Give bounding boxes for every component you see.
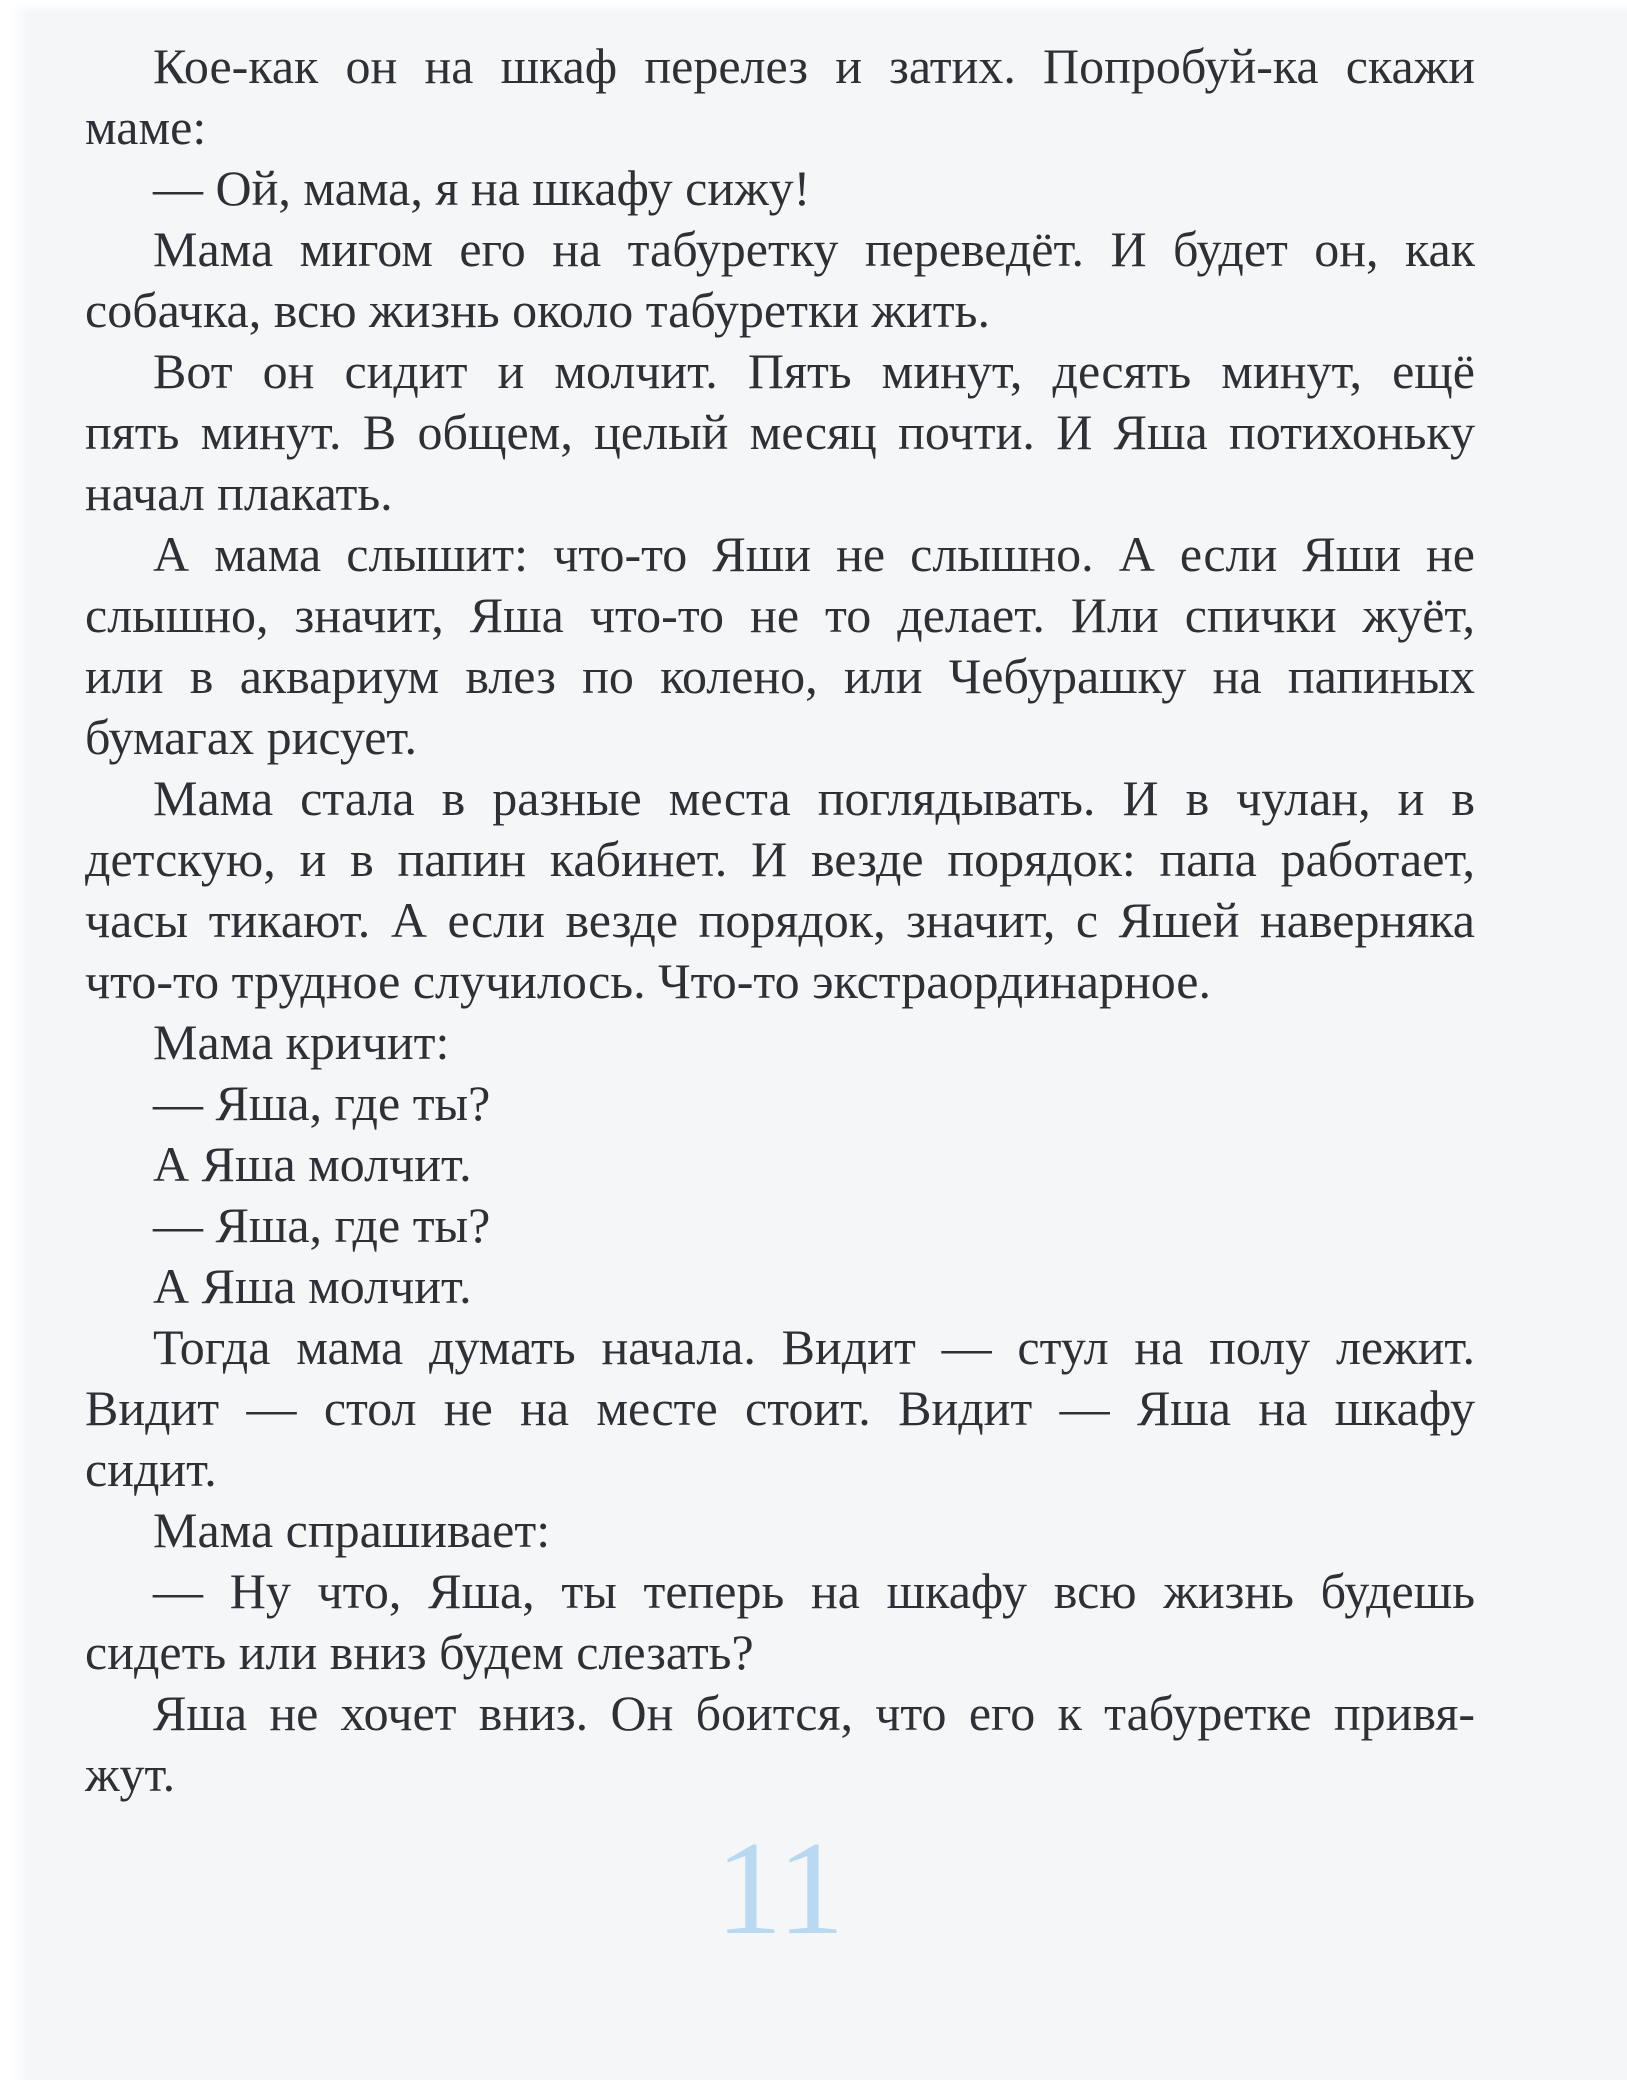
text-line: маме: [85,99,207,155]
text-line: детскую, и в папин кабинет. И везде порядок: папа работает, [85,831,1475,887]
text-line: Мама стала в разные места поглядывать. И в чулан, и в [153,770,1475,826]
text-line: Мама мигом его на табуретку переведёт. И будет он, как [153,221,1475,277]
text-line: Яша не хочет вниз. Он боится, что его к табуретке привя- [153,1685,1475,1741]
text-line: Тогда мама думать начала. Видит — стул на полу лежит. [153,1319,1475,1375]
text-line: сидеть или вниз будем слезать? [85,1624,754,1680]
text-line: — Яша, где ты? [153,1075,491,1131]
text-line: — Яша, где ты? [153,1197,491,1253]
text-line: часы тикают. А если везде порядок, значит, с Яшей наверняка [85,892,1475,948]
text-line: жут. [85,1746,176,1802]
text-line: бумагах рисует. [85,709,417,765]
text-line: пять минут. В общем, целый месяц почти. И Яша потихоньку [85,404,1475,460]
text-line: Мама спрашивает: [153,1502,551,1558]
text-line: А мама слышит: что-то Яши не слышно. А если Яши не [153,526,1475,582]
text-line: А Яша молчит. [153,1136,472,1192]
text-line: Кое-как он на шкаф перелез и затих. Попробуй-ка скажи [153,38,1475,94]
text-line: или в аквариум влез по колено, или Чебурашку на папиных [85,648,1475,704]
text-line: сидит. [85,1441,217,1497]
page-top-edge [0,0,1627,14]
page-left-edge [0,0,30,2080]
story-text [85,36,1475,1805]
text-line: начал плакать. [85,465,393,521]
text-line: что-то трудное случилось. Что-то экстраординарное. [85,953,1212,1009]
text-line: А Яша молчит. [153,1258,472,1314]
text-line: Видит — стол не на месте стоит. Видит — Яша на шкафу [85,1380,1475,1436]
text-line: слышно, значит, Яша что-то не то делает. Или спички жуёт, [85,587,1475,643]
text-line: Мама кричит: [153,1014,450,1070]
page-number: 11 [715,1814,845,1962]
text-line: Вот он сидит и молчит. Пять минут, десять минут, ещё [153,343,1475,399]
text-line: — Ой, мама, я на шкафу сижу! [153,160,811,216]
text-line: — Ну что, Яша, ты теперь на шкафу всю жизнь будешь [153,1563,1475,1619]
text-line: собачка, всю жизнь около табуретки жить. [85,282,990,338]
